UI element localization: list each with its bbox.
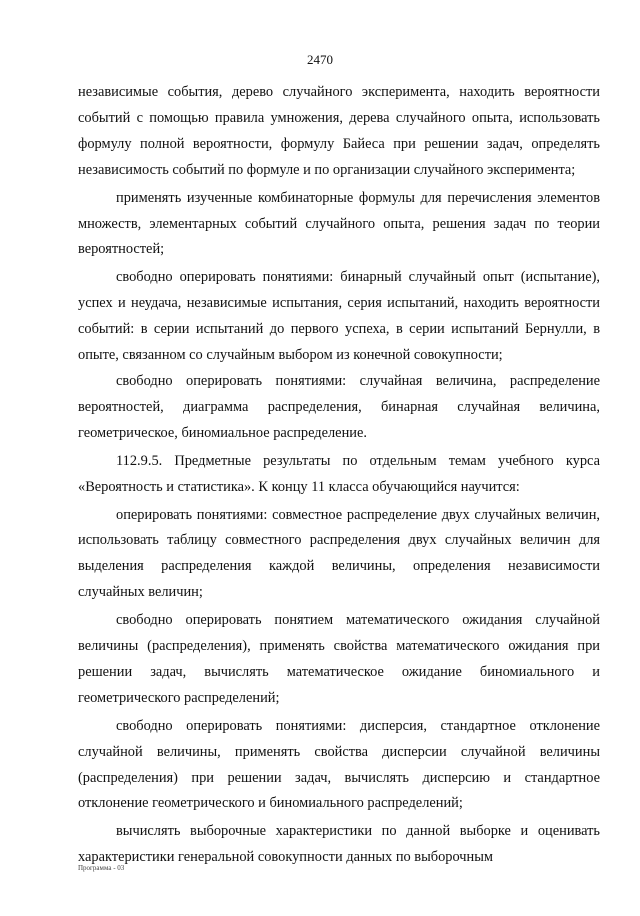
- paragraph-combinatorics: применять изученные комбинаторные формулы для перечисления элементов множеств, элементарных событий случайного опыта, решения задач по теории вероятностей;: [78, 189, 600, 258]
- paragraph-sample-characteristics: вычислять выборочные характеристики по данной выборке и оценивать характеристики генеральной совокупности данных по выборочным: [78, 823, 600, 866]
- paragraph-1-continuation: независимые события, дерево случайного эксперимента, находить вероятности событий с помощью правила умножения, дерева случайного опыта, использовать формулу полной вероятности, формулу Байеса при решении задач, определять независимость событий по формуле и по организации случайного эксперимента;: [78, 84, 600, 178]
- page-number: 2470: [307, 52, 333, 67]
- paragraph-joint-distribution: оперировать понятиями: совместное распределение двух случайных величин, использовать таблицу совместного распределения двух случайных величин для выделения распределения каждой величины, определения независимости случайных величин;: [78, 506, 600, 601]
- paragraph-random-variable: свободно оперировать понятиями: случайная величина, распределение вероятностей, диаграмма распределения, бинарная случайная величина, геометрическое, биномиальное распределение.: [78, 372, 600, 441]
- section-heading-112-9-5: 112.9.5. Предметные результаты по отдельным темам учебного курса «Вероятность и статистика». К концу 11 класса обучающийся научится:: [78, 452, 600, 495]
- paragraph-expectation: свободно оперировать понятием математического ожидания случайной величины (распределения), применять свойства математического ожидания при решении задач, вычислять математическое ожидание биномиального и геометрического распределений;: [78, 612, 600, 706]
- document-body: [78, 80, 600, 871]
- paragraph-variance: свободно оперировать понятиями: дисперсия, стандартное отклонение случайной величины, применять свойства дисперсии случайной величины (распределения) при решении задач, вычислять дисперсию и стандартное отклонение геометрического и биномиального распределений;: [78, 717, 600, 812]
- paragraph-binary-experiment: свободно оперировать понятиями: бинарный случайный опыт (испытание), успех и неудача, независимые испытания, серия испытаний, находить вероятности событий: в серии испытаний до первого успеха, в серии испытаний Бернулли, в опыте, связанном со случайным выбором из конечной совокупности;: [78, 269, 600, 364]
- footer-label: Программа - 03: [78, 864, 125, 872]
